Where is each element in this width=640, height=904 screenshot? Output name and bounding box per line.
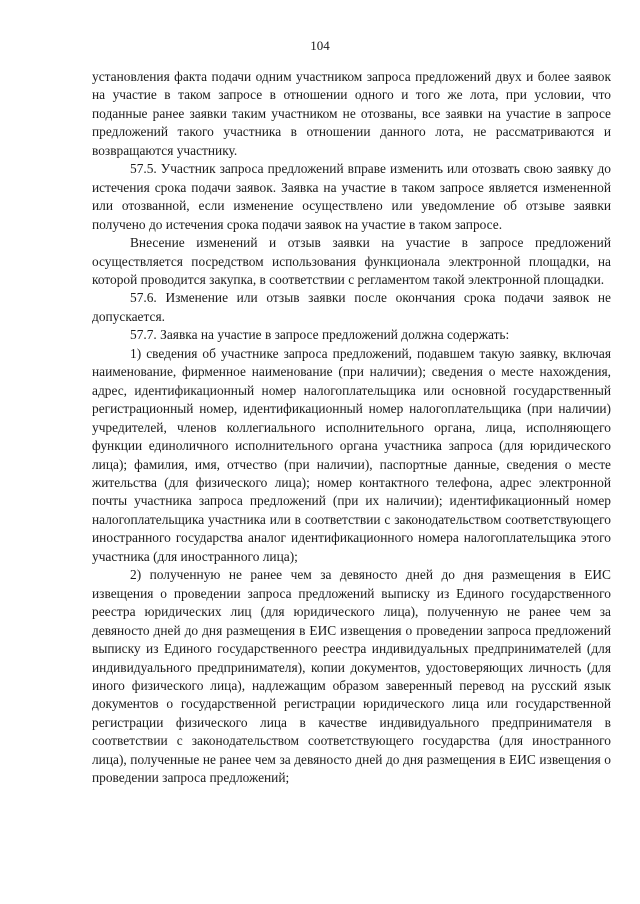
list-item-1: 1) сведения об участнике запроса предложений, подавшем такую заявку, включая наименование, фирменное наименование (при наличии); сведения о месте нахождения, адрес, идентификационный номер налогоплательщика или основной государственный регистрационный номер, идентификационный номер налогоплательщика (при наличии) учредителей, членов коллегиального исполнительного органа, лица, исполняющего функции единоличного исполнительного органа участника запроса (для юридического лица); фамилия, имя, отчество (при наличии), паспортные данные, сведения о месте жительства (для физического лица); номер контактного телефона, адрес электронной почты участника запроса предложений (при их наличии); идентификационный номер налогоплательщика участника или в соответствии с законодательством соответствующего иностранного государства аналог идентификационного номера налогоплательщика этого участника (для иностранного лица); bbox=[92, 345, 611, 564]
paragraph-57-7: 57.7. Заявка на участие в запросе предложений должна содержать: bbox=[130, 327, 510, 343]
paragraph-changes-withdrawal: Внесение изменений и отзыв заявки на участие в запросе предложений осуществляется посредством использования функционала электронной площадки, на которой проводится закупка, в соответствии с регламентом такой электронной площадки. bbox=[92, 235, 611, 287]
list-item-2: 2) полученную не ранее чем за девяносто дней до дня размещения в ЕИС извещения о проведении запроса предложений выписку из Единого государственного реестра юридических лиц (для юридического лица), полученную не ранее чем за девяносто дней до дня размещения в ЕИС извещения о проведении запроса предложений выписку из Единого государственного реестра индивидуальных предпринимателей (для индивидуального предпринимателя), копии документов, удостоверяющих личность (для иного физического лица), надлежащим образом заверенный перевод на русский язык документов о государственной регистрации юридического лица или государственной регистрации физического лица в качестве индивидуального предпринимателя в соответствии с законодательством соответствующего государства (для иностранного лица), полученные не ранее чем за девяносто дней до дня размещения в ЕИС извещения о проведении запроса предложений; bbox=[92, 567, 611, 786]
paragraph-continuation: установления факта подачи одним участником запроса предложений двух и более заявок на участие в таком запросе в отношении одного и того же лота, при условии, что поданные ранее заявки таким участником не отозваны, все заявки на участие в запросе предложений такого участника в отношении данного лота, не рассматриваются и возвращаются участнику. bbox=[92, 69, 611, 158]
page-number: 104 bbox=[310, 38, 330, 53]
paragraph-57-5: 57.5. Участник запроса предложений вправе изменить или отозвать свою заявку до истечения срока подачи заявок. Заявка на участие в таком запросе является измененной или отозванной, если изменение осуществлено или уведомление об отзыве заявки получено до истечения срока подачи заявок на участие в таком запросе. bbox=[92, 161, 611, 232]
document-body bbox=[92, 68, 611, 788]
paragraph-57-6: 57.6. Изменение или отзыв заявки после окончания срока подачи заявок не допускается. bbox=[92, 290, 611, 324]
